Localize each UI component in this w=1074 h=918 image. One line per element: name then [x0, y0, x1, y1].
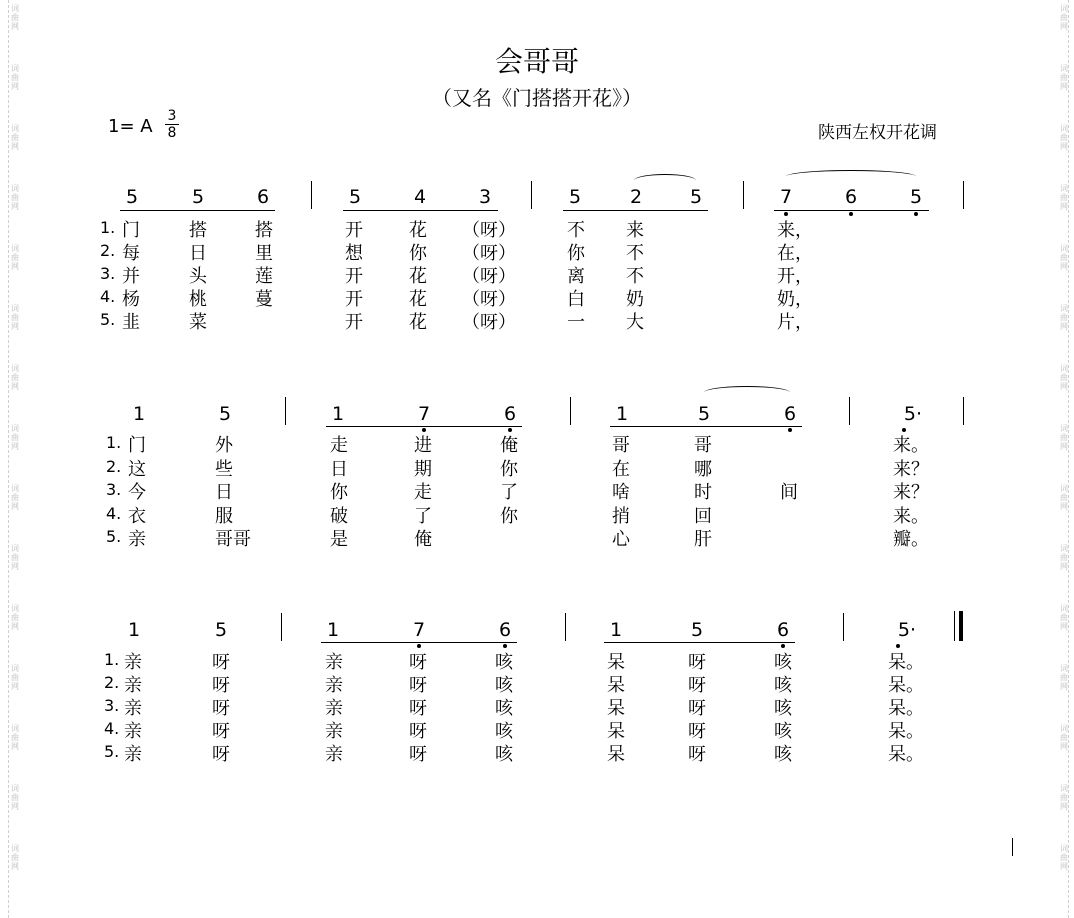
- lyric-word: 咳: [774, 675, 792, 696]
- bar-line: [849, 397, 850, 425]
- verse-number: 5.: [106, 527, 122, 546]
- lyric-word: 你: [330, 482, 348, 503]
- lyric-word: 咳: [774, 698, 792, 719]
- note: 5: [568, 186, 582, 208]
- lyric-word: 咳: [495, 698, 513, 719]
- lyric-word: 咳: [495, 721, 513, 742]
- beam: [321, 642, 517, 643]
- beam: [604, 642, 795, 643]
- note: 5·: [897, 619, 917, 641]
- verse-number: 4.: [100, 287, 116, 306]
- side-watermark-text: 词曲网: [1060, 724, 1068, 751]
- song-subtitle: （又名《门搭搭开花》）: [432, 86, 642, 110]
- low-octave-dot: [849, 212, 853, 216]
- side-watermark-text: 词曲网: [11, 64, 19, 91]
- key-signature: 1= A: [108, 116, 153, 137]
- page-edge-mark: [1012, 838, 1013, 856]
- slur: [704, 386, 790, 399]
- lyric-word: 亲: [124, 698, 142, 719]
- lyric-word: 亲: [325, 721, 343, 742]
- lyric-word: 心: [612, 529, 630, 550]
- lyric-word: 了: [500, 482, 518, 503]
- time-signature-top: 3: [167, 108, 177, 124]
- beam: [610, 426, 802, 427]
- lyric-word: 俺: [414, 529, 432, 550]
- lyric-word: 开: [345, 289, 363, 310]
- bar-line: [963, 397, 964, 425]
- side-watermark-text: 词曲网: [1060, 664, 1068, 691]
- lyric-word: 咳: [774, 721, 792, 742]
- bar-line: [963, 181, 964, 209]
- note: 6: [844, 186, 858, 208]
- lyric-word: 来？: [893, 458, 929, 480]
- bar-line: [570, 397, 571, 425]
- note: 7: [412, 619, 426, 641]
- song-origin: 陕西左权开花调: [818, 123, 937, 143]
- side-watermark-text: 词曲网: [1060, 304, 1068, 331]
- slur: [634, 174, 696, 187]
- lyric-word: 咳: [774, 744, 792, 765]
- side-watermark-text: 词曲网: [11, 364, 19, 391]
- beam: [326, 426, 522, 427]
- note: 5: [218, 403, 232, 425]
- low-octave-dot: [914, 212, 918, 216]
- lyric-word: 你: [567, 243, 585, 264]
- lyric-word: 呆: [607, 652, 625, 673]
- side-watermark-text: 词曲网: [11, 244, 19, 271]
- lyric-word: 不: [567, 220, 585, 241]
- note: 6: [783, 403, 797, 425]
- lyric-word: （呀）: [462, 312, 516, 333]
- lyric-word: 在: [612, 458, 630, 480]
- lyric-word: 了: [414, 505, 432, 527]
- lyric-word: 花: [409, 289, 427, 310]
- verse-number: 3.: [106, 480, 122, 499]
- note: 2: [629, 186, 643, 208]
- lyric-word: 菜: [189, 312, 207, 333]
- lyric-word: 亲: [124, 721, 142, 742]
- side-watermark-text: 词曲网: [11, 604, 19, 631]
- lyric-word: 咳: [495, 652, 513, 673]
- lyric-word: 亲: [124, 744, 142, 765]
- side-watermark-text: 词曲网: [1060, 844, 1068, 871]
- lyric-word: 哥哥: [215, 529, 251, 550]
- note: 5: [214, 619, 228, 641]
- side-watermark-text: 词曲网: [11, 844, 19, 871]
- note: 6: [256, 186, 270, 208]
- note: 6: [503, 403, 517, 425]
- note: 1: [326, 619, 340, 641]
- side-watermark-text: 词曲网: [11, 724, 19, 751]
- side-watermark-text: 词曲网: [11, 124, 19, 151]
- lyric-word: 呆: [607, 698, 625, 719]
- lyric-word: （呀）: [462, 243, 516, 264]
- note: 5: [690, 619, 704, 641]
- lyric-word: 搭: [189, 220, 207, 241]
- lyric-word: 是: [330, 529, 348, 550]
- lyric-word: 呀: [688, 721, 706, 742]
- verse-number: 5.: [100, 310, 116, 329]
- lyric-word: 呀: [409, 744, 427, 765]
- lyric-word: 门: [122, 220, 140, 241]
- bar-line: [311, 181, 312, 209]
- lyric-word: 咳: [495, 744, 513, 765]
- lyric-word: 呀: [409, 675, 427, 696]
- lyric-word: 今: [128, 482, 146, 503]
- lyric-word: 破: [330, 505, 348, 527]
- lyric-word: 杨: [122, 289, 140, 310]
- lyric-word: 呀: [212, 698, 230, 719]
- lyric-word: 开: [345, 220, 363, 241]
- side-watermark-text: 词曲网: [1060, 784, 1068, 811]
- note: 7: [417, 403, 431, 425]
- verse-number: 5.: [104, 742, 120, 761]
- lyric-word: 呀: [688, 698, 706, 719]
- beam: [774, 210, 929, 211]
- lyric-word: 走: [330, 435, 348, 456]
- lyric-word: 日: [330, 458, 348, 480]
- side-watermark-text: 词曲网: [1060, 364, 1068, 391]
- note: 4: [413, 186, 427, 208]
- lyric-word: 进: [414, 435, 432, 456]
- lyric-word: 奶: [626, 289, 644, 310]
- lyric-word: 每: [122, 243, 140, 264]
- lyric-word: 韭: [122, 312, 140, 333]
- lyric-word: 这: [128, 458, 146, 480]
- low-octave-dot: [788, 428, 792, 432]
- lyric-word: 你: [409, 243, 427, 264]
- lyric-word: 呀: [409, 698, 427, 719]
- lyric-word: 在，: [777, 243, 813, 264]
- lyric-word: 来: [626, 220, 644, 241]
- lyric-word: 花: [409, 220, 427, 241]
- lyric-word: 些: [215, 458, 233, 480]
- lyric-word: 日: [189, 243, 207, 264]
- lyric-word: 你: [500, 458, 518, 480]
- note: 6: [776, 619, 790, 641]
- note: 3: [478, 186, 492, 208]
- side-watermark-text: 词曲网: [11, 424, 19, 451]
- lyric-word: 呀: [409, 652, 427, 673]
- beam: [343, 210, 498, 211]
- lyric-word: 门: [128, 435, 146, 456]
- bar-line: [565, 613, 566, 641]
- lyric-word: 片，: [777, 312, 813, 333]
- lyric-word: 亲: [325, 698, 343, 719]
- lyric-word: 呀: [688, 675, 706, 696]
- lyric-word: 来，: [777, 220, 813, 241]
- lyric-word: 呀: [688, 744, 706, 765]
- lyric-word: （呀）: [462, 266, 516, 287]
- lyric-word: （呀）: [462, 220, 516, 241]
- lyric-word: 呆。: [888, 721, 924, 742]
- side-watermark-text: 词曲网: [11, 544, 19, 571]
- lyric-word: 亲: [325, 652, 343, 673]
- side-watermark-text: 词曲网: [1060, 124, 1068, 151]
- lyric-word: 啥: [612, 482, 630, 503]
- lyric-word: 瓣。: [893, 529, 929, 550]
- lyric-word: 一: [567, 312, 585, 333]
- lyric-word: 花: [409, 266, 427, 287]
- lyric-word: 俺: [500, 435, 518, 456]
- verse-number: 2.: [106, 456, 122, 476]
- lyric-word: 哥: [694, 435, 712, 456]
- lyric-word: 呆。: [888, 698, 924, 719]
- lyric-word: 呀: [212, 675, 230, 696]
- bar-line: [531, 181, 532, 209]
- lyric-word: 大: [626, 312, 644, 333]
- side-watermark-text: 词曲网: [1060, 184, 1068, 211]
- lyric-word: 衣: [128, 505, 146, 527]
- lyric-word: 咳: [774, 652, 792, 673]
- lyric-word: 亲: [325, 744, 343, 765]
- note: 5: [689, 186, 703, 208]
- lyric-word: 莲: [255, 266, 273, 287]
- lyric-word: 不: [626, 243, 644, 264]
- beam: [120, 210, 275, 211]
- lyric-word: 里: [255, 243, 273, 264]
- verse-number: 2.: [104, 673, 120, 692]
- note: 5: [697, 403, 711, 425]
- lyric-word: 呀: [212, 721, 230, 742]
- lyric-word: 亲: [325, 675, 343, 696]
- side-watermark-text: 词曲网: [11, 784, 19, 811]
- lyric-word: 呀: [409, 721, 427, 742]
- bar-line: [843, 613, 844, 641]
- lyric-word: 亲: [124, 675, 142, 696]
- note: 5: [191, 186, 205, 208]
- verse-number: 1.: [100, 218, 116, 237]
- side-watermark-text: 词曲网: [1060, 244, 1068, 271]
- lyric-word: 亲: [128, 529, 146, 550]
- side-watermark-text: 词曲网: [11, 304, 19, 331]
- lyric-word: 桃: [189, 289, 207, 310]
- lyric-word: 花: [409, 312, 427, 333]
- side-watermark-text: 词曲网: [1060, 484, 1068, 511]
- lyric-word: 呀: [212, 652, 230, 673]
- note: 5·: [903, 403, 923, 425]
- lyric-word: 时: [694, 482, 712, 503]
- note: 7: [779, 186, 793, 208]
- note: 1: [127, 619, 141, 641]
- lyric-word: 来。: [893, 435, 929, 456]
- bar-line: [743, 181, 744, 209]
- bar-line: [281, 613, 282, 641]
- lyric-word: 你: [500, 505, 518, 527]
- note: 5: [125, 186, 139, 208]
- lyric-word: 呆。: [888, 744, 924, 765]
- side-watermark-text: 词曲网: [11, 484, 19, 511]
- song-title: 会哥哥: [494, 45, 580, 78]
- lyric-word: 期: [414, 458, 432, 480]
- beam: [563, 210, 708, 211]
- lyric-word: 搭: [255, 220, 273, 241]
- note: 5: [348, 186, 362, 208]
- lyric-word: 呀: [688, 652, 706, 673]
- lyric-word: 呆: [607, 721, 625, 742]
- side-watermark-text: 词曲网: [1060, 604, 1068, 631]
- side-watermark-text: 词曲网: [11, 184, 19, 211]
- side-watermark-text: 词曲网: [1060, 64, 1068, 91]
- side-watermark-text: 词曲网: [1060, 424, 1068, 451]
- lyric-word: 开: [345, 312, 363, 333]
- verse-number: 4.: [104, 719, 120, 738]
- lyric-word: 呆: [607, 744, 625, 765]
- lyric-word: 白: [567, 289, 585, 310]
- lyric-word: 蔓: [255, 289, 273, 310]
- lyric-word: 回: [694, 505, 712, 527]
- lyric-word: 头: [189, 266, 207, 287]
- side-watermark-text: 词曲网: [1060, 544, 1068, 571]
- lyric-word: 呆。: [888, 675, 924, 696]
- verse-number: 3.: [104, 696, 120, 715]
- note: 1: [615, 403, 629, 425]
- final-bar-line-thin: [954, 611, 955, 641]
- note: 5: [909, 186, 923, 208]
- lyric-word: 呀: [212, 744, 230, 765]
- lyric-word: 捎: [612, 505, 630, 527]
- lyric-word: 间: [780, 482, 798, 503]
- slur: [786, 170, 916, 183]
- lyric-word: 离: [567, 266, 585, 287]
- side-watermark-text: 词曲网: [1060, 4, 1068, 31]
- time-signature-bottom: 8: [167, 125, 177, 141]
- lyric-word: 亲: [124, 652, 142, 673]
- verse-number: 2.: [100, 241, 116, 260]
- lyric-word: 并: [122, 266, 140, 287]
- note: 1: [132, 403, 146, 425]
- verse-number: 4.: [106, 503, 122, 523]
- side-watermark-text: 词曲网: [11, 4, 19, 31]
- note: 6: [498, 619, 512, 641]
- lyric-word: 外: [215, 435, 233, 456]
- lyric-word: 想: [345, 243, 363, 264]
- final-bar-line-thick: [959, 611, 963, 641]
- lyric-word: 开: [345, 266, 363, 287]
- lyric-word: 来。: [893, 505, 929, 527]
- verse-number: 3.: [100, 264, 116, 283]
- lyric-word: 走: [414, 482, 432, 503]
- lyric-word: 咳: [495, 675, 513, 696]
- verse-number: 1.: [106, 433, 122, 452]
- note: 1: [609, 619, 623, 641]
- lyric-word: 开，: [777, 266, 813, 287]
- lyric-word: 呆。: [888, 652, 924, 673]
- lyric-word: （呀）: [462, 289, 516, 310]
- lyric-word: 服: [215, 505, 233, 527]
- bar-line: [285, 397, 286, 425]
- lyric-word: 哪: [694, 458, 712, 480]
- lyric-word: 奶，: [777, 289, 813, 310]
- verse-number: 1.: [104, 650, 120, 669]
- lyric-word: 呆: [607, 675, 625, 696]
- side-watermark-text: 词曲网: [11, 664, 19, 691]
- lyric-word: 来？: [893, 482, 929, 503]
- note: 1: [331, 403, 345, 425]
- lyric-word: 不: [626, 266, 644, 287]
- lyric-word: 肝: [694, 529, 712, 550]
- lyric-word: 日: [215, 482, 233, 503]
- lyric-word: 哥: [612, 435, 630, 456]
